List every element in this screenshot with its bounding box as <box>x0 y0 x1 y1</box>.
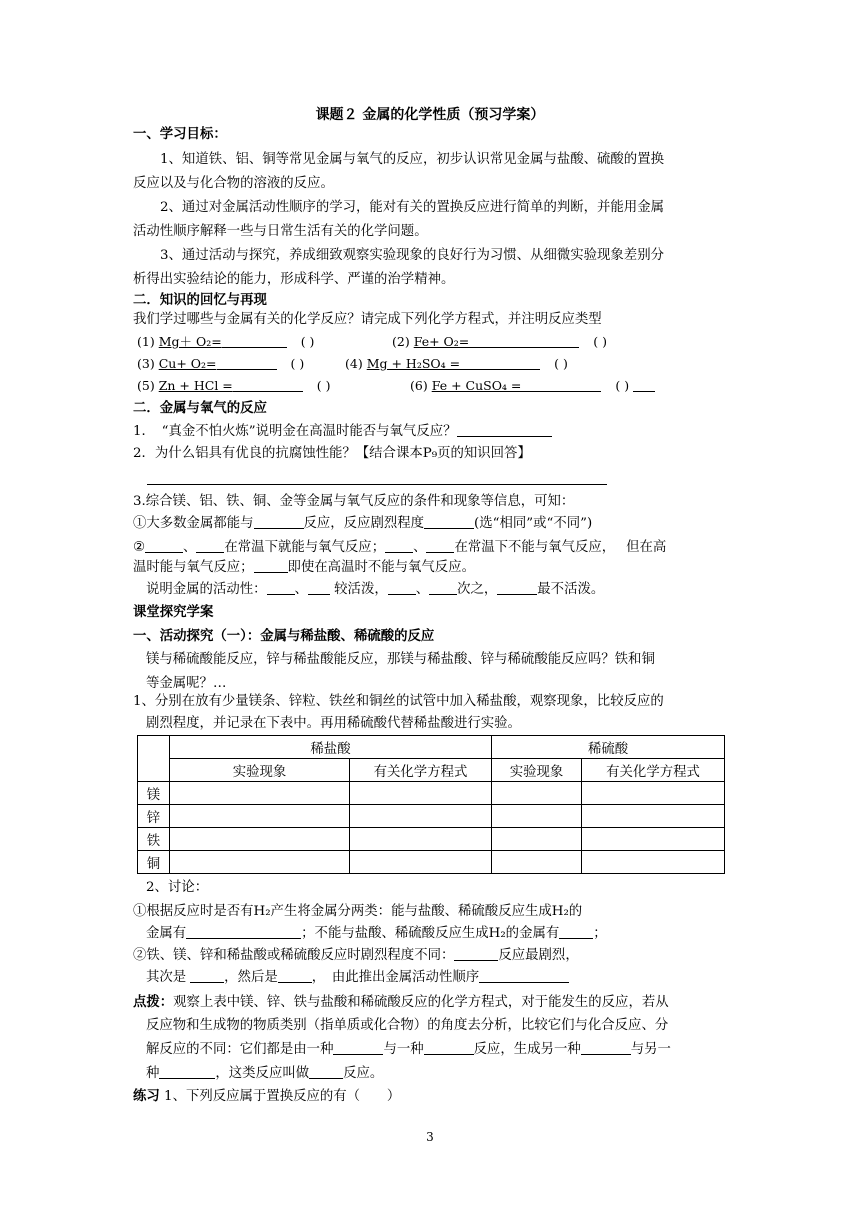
question-3: 3.综合镁、铝、铁、铜、金等金属与氧气反应的条件和现象等信息，可知： <box>133 494 575 509</box>
equation-2: (2) Fe+ O₂= ( ) <box>392 334 607 349</box>
section-heading-oxygen: 二．金属与氧气的反应 <box>133 400 267 416</box>
page-title: 课题２ 金属的化学性质（预习学案） <box>315 107 545 123</box>
table-row <box>138 782 725 805</box>
row-label: 铜 <box>138 851 170 874</box>
discussion-1-cont: 金属有 ；不能与盐酸、稀硫酸反应生成H₂的金属有 ； <box>146 926 607 941</box>
answer-cell[interactable] <box>170 828 350 851</box>
answer-cell[interactable] <box>492 828 582 851</box>
row-label: 铁 <box>138 828 170 851</box>
activity-text-2: 1、分别在放有少量镁条、锌粒、铁丝和铜丝的试管中加入稀盐酸，观察现象，比较反应的 <box>133 694 664 709</box>
section-heading-explore: 课堂探究学案 <box>133 604 214 620</box>
discussion-1: ①根据反应时是否有H₂产生将金属分两类：能与盐酸、稀硫酸反应生成H₂的 <box>133 904 583 919</box>
tip-4: 种 ，这类反应叫做 反应。 <box>146 1066 384 1081</box>
header-sulfuric: 稀硫酸 <box>492 736 725 759</box>
answer-cell[interactable] <box>492 782 582 805</box>
answer-cell[interactable] <box>170 782 350 805</box>
goal-2-cont: 活动性顺序解释一些与日常生活有关的化学问题。 <box>133 224 428 239</box>
activity-text-2-cont: 剧烈程度，并记录在下表中。再用稀硫酸代替稀盐酸进行实验。 <box>146 716 521 731</box>
header-hydrochloric: 稀盐酸 <box>170 736 492 759</box>
goal-3-cont: 析得出实验结论的能力，形成科学、严谨的治学精神。 <box>133 272 455 287</box>
discussion-heading: 2、讨论： <box>146 880 209 895</box>
tip-1: 点拨：观察上表中镁、锌、铁与盐酸和稀硫酸反应的化学方程式，对于能发生的反应，若从 <box>133 994 669 1010</box>
header-equation: 有关化学方程式 <box>582 759 725 782</box>
section-heading-goals: 一、学习目标： <box>133 126 227 142</box>
discussion-2: ②铁、镁、锌和稀盐酸或稀硫酸反应时剧烈程度不同： 反应最剧烈， <box>133 948 579 963</box>
answer-cell[interactable] <box>350 851 492 874</box>
goal-1: 1、知道铁、铝、铜等常见金属与氧气的反应，初步认识常见金属与盐酸、硫酸的置换 <box>160 152 664 167</box>
equation-4: (4) Mg + H₂SO₄ = ( ) <box>345 356 568 371</box>
table-corner <box>138 736 170 782</box>
header-phenomenon: 实验现象 <box>170 759 350 782</box>
table-row <box>138 828 725 851</box>
equation-5: (5) Zn + HCl = ( ) <box>137 378 331 393</box>
equation-1: (1) Mg＋ O₂= ( ) <box>137 334 315 349</box>
equation-6: (6) Fe + CuSO₄ = ( ) <box>410 376 655 396</box>
section-heading-review: 二．知识的回忆与再现 <box>133 292 267 308</box>
tip-2: 反应物和生成物的物质类别（指单质或化合物）的角度去分析，比较它们与化合反应、分 <box>146 1018 669 1033</box>
goal-2: 2、通过对金属活动性顺序的学习，能对有关的置换反应进行简单的判断，并能用金属 <box>160 200 664 215</box>
conclusion-1: ①大多数金属都能与 反应，反应剧烈程度 (选“相同”或“不同”) <box>133 516 593 531</box>
answer-cell[interactable] <box>350 805 492 828</box>
activity-text-1-cont: 等金属呢？… <box>146 676 227 691</box>
goal-1-cont: 反应以及与化合物的溶液的反应。 <box>133 176 334 191</box>
answer-cell[interactable] <box>582 782 725 805</box>
tip-3: 解反应的不同：它们都是由一种 与一种 反应，生成另一种 与另一 <box>146 1042 671 1057</box>
header-equation: 有关化学方程式 <box>350 759 492 782</box>
header-phenomenon: 实验现象 <box>492 759 582 782</box>
table-row <box>138 805 725 828</box>
experiment-table <box>137 735 725 874</box>
activity-text-1: 镁与稀硫酸能反应，锌与稀盐酸能反应，那镁与稀盐酸、锌与稀硫酸能反应吗？铁和铜 <box>146 652 655 667</box>
answer-cell[interactable] <box>350 828 492 851</box>
exercise-1: 练习 1、下列反应属于置换反应的有（ ） <box>133 1088 401 1104</box>
answer-cell[interactable] <box>350 782 492 805</box>
answer-line <box>147 484 607 485</box>
answer-cell[interactable] <box>582 851 725 874</box>
row-label: 锌 <box>138 805 170 828</box>
answer-cell[interactable] <box>582 828 725 851</box>
question-1: 1． “真金不怕火炼”说明金在高温时能否与氧气反应？ <box>133 422 552 442</box>
question-2: 2．为什么铝具有优良的抗腐蚀性能？【结合课本P₉页的知识回答】 <box>133 446 531 461</box>
review-intro: 我们学过哪些与金属有关的化学反应？请完成下列化学方程式，并注明反应类型 <box>133 312 602 327</box>
answer-cell[interactable] <box>170 805 350 828</box>
conclusion-2-cont: 温时能与氧气反应； 即使在高温时不能与氧气反应。 <box>133 560 475 575</box>
discussion-2-cont: 其次是 ，然后是 ， 由此推出金属活动性顺序 <box>146 968 569 988</box>
page-number: 3 <box>426 1130 434 1144</box>
answer-cell[interactable] <box>492 851 582 874</box>
row-label: 镁 <box>138 782 170 805</box>
answer-cell[interactable] <box>582 805 725 828</box>
answer-cell[interactable] <box>170 851 350 874</box>
activity-heading: 一、活动探究（一）：金属与稀盐酸、稀硫酸的反应 <box>133 628 435 644</box>
answer-cell[interactable] <box>492 805 582 828</box>
conclusion-2: ② 、 在常温下就能与氧气反应； 、 在常温下不能与氧气反应， 但在高 <box>133 540 667 555</box>
equation-3: (3) Cu+ O₂= ( ) <box>137 356 305 371</box>
conclusion-3: 说明金属的活动性： 、 较活泼， 、 次之， 最不活泼。 <box>146 582 605 597</box>
goal-3: 3、通过活动与探究，养成细致观察实验现象的良好行为习惯、从细微实验现象差别分 <box>160 248 664 263</box>
table-row <box>138 851 725 874</box>
